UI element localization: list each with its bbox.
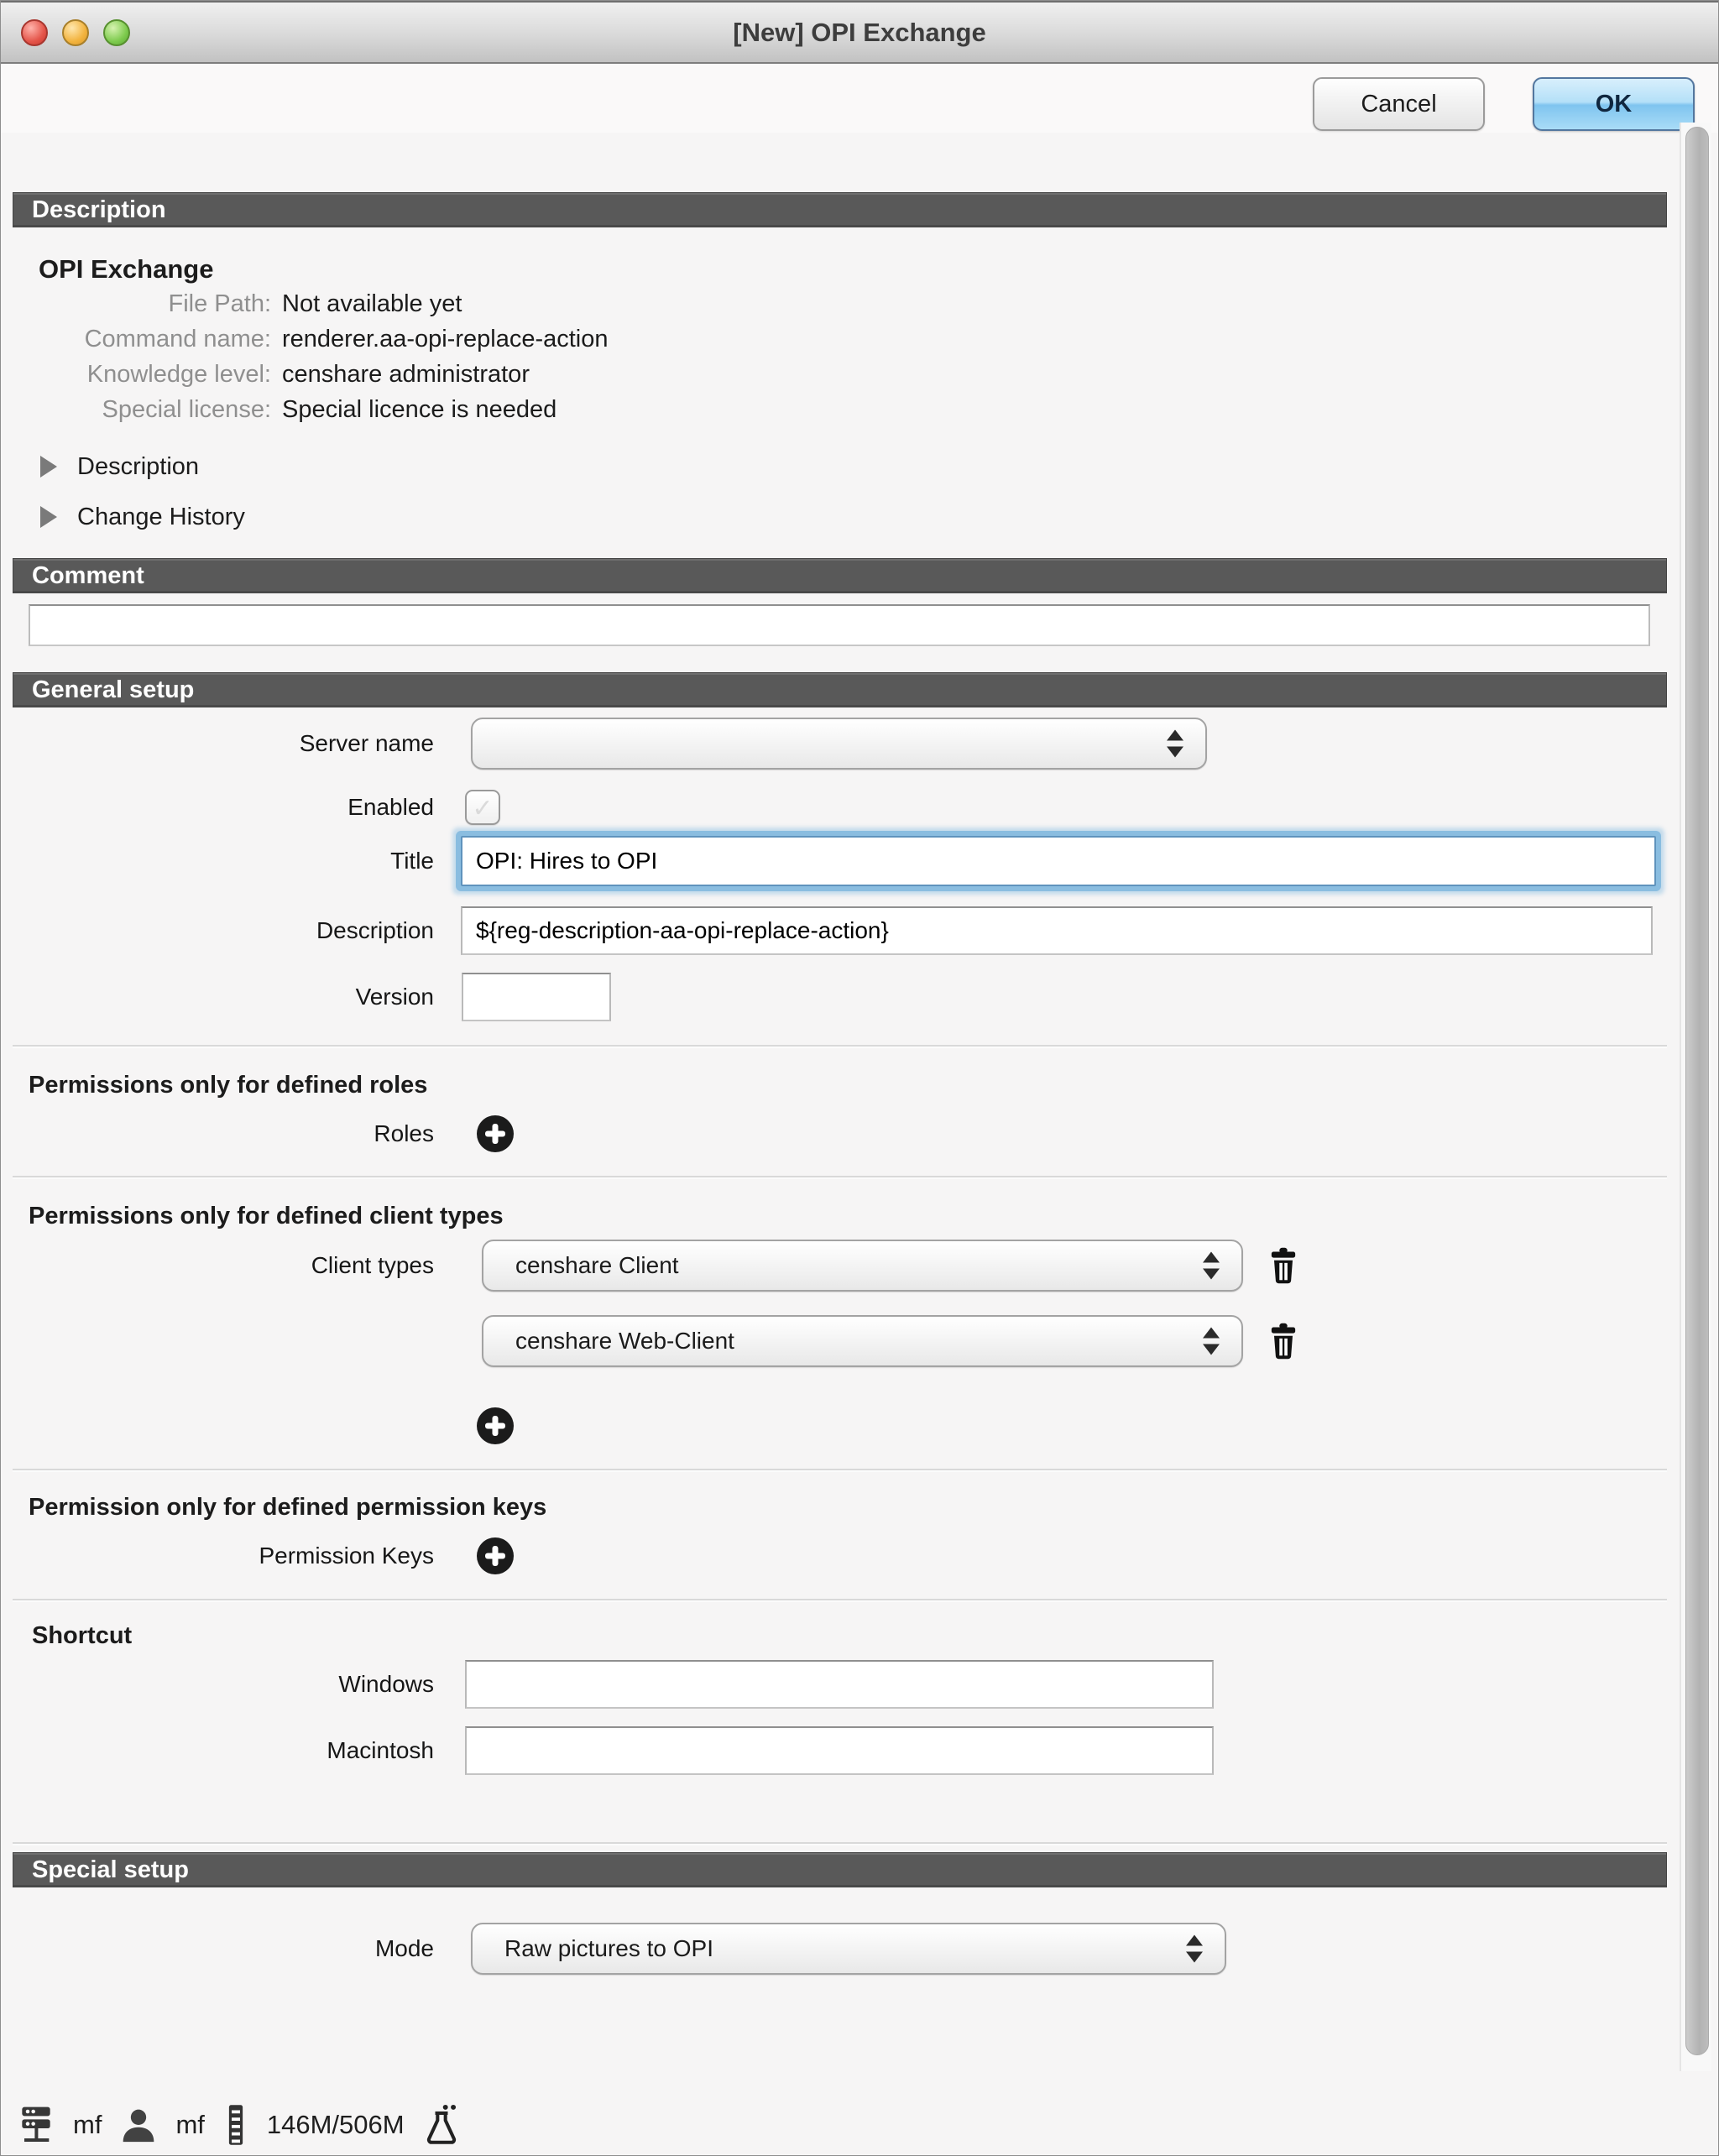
knowledge-level-label: Knowledge level: [86, 361, 271, 388]
windows-shortcut-label: Windows [338, 1671, 434, 1697]
permission-keys-section-heading: Permission only for defined permission keys [29, 1494, 547, 1521]
command-name-value: renderer.aa-opi-replace-action [282, 326, 609, 352]
mode-dropdown[interactable] [471, 1923, 1226, 1975]
mode-row [1, 1923, 1718, 1975]
section-header-general-setup-label: General setup [32, 676, 195, 703]
delete-client-type-button[interactable] [1267, 1246, 1300, 1285]
section-header-special-setup [13, 1852, 1667, 1887]
section-divider [13, 1045, 1667, 1048]
info-row-knowledge-level [24, 357, 1718, 392]
window-title: [New] OPI Exchange [733, 17, 986, 47]
enabled-checkbox[interactable] [465, 790, 500, 825]
session-user-name: mf [175, 2110, 205, 2139]
enabled-label: Enabled [347, 794, 434, 820]
stepper-arrows-icon [1186, 1935, 1203, 1963]
trash-icon [1267, 1247, 1299, 1284]
info-row-file-path [24, 286, 1718, 321]
comment-input[interactable] [29, 604, 1650, 646]
user-icon [120, 2106, 157, 2144]
minimize-button-icon[interactable] [62, 19, 89, 46]
file-path-label: File Path: [168, 290, 271, 317]
title-input[interactable] [461, 836, 1656, 886]
disclosure-description-label: Description [77, 452, 200, 480]
section-divider [13, 1176, 1667, 1179]
server-name-row [1, 718, 1718, 770]
roles-row [1, 1114, 1718, 1154]
client-type-dropdown[interactable] [482, 1240, 1243, 1292]
title-bar [1, 1, 1718, 64]
zoom-button-icon[interactable] [103, 19, 130, 46]
disclosure-description[interactable] [40, 447, 1718, 486]
description-input[interactable] [461, 906, 1653, 955]
mode-label: Mode [374, 1935, 434, 1961]
windows-shortcut-input[interactable] [465, 1660, 1214, 1709]
disclosure-triangle-icon [40, 506, 57, 528]
client-types-label: Client types [311, 1252, 434, 1278]
cancel-button[interactable]: Cancel [1313, 77, 1485, 131]
disclosure-change-history[interactable] [40, 498, 1718, 536]
mode-value: Raw pictures to OPI [504, 1935, 713, 1961]
section-divider [13, 1469, 1667, 1472]
macintosh-shortcut-input[interactable] [465, 1726, 1214, 1775]
section-header-special-setup-label: Special setup [32, 1856, 189, 1883]
version-row [1, 973, 1718, 1021]
delete-client-type-button[interactable] [1267, 1322, 1300, 1360]
dialog-button-row [1, 64, 1718, 133]
client-type-row [1, 1240, 1718, 1292]
add-client-type-row [1, 1406, 1718, 1446]
version-label: Version [355, 984, 434, 1010]
vertical-scrollbar[interactable] [1680, 123, 1711, 2071]
add-role-button[interactable] [477, 1115, 514, 1152]
info-row-command-name [24, 321, 1718, 357]
client-type-value: censhare Client [515, 1252, 679, 1278]
description-row [1, 906, 1718, 955]
title-row [1, 834, 1718, 888]
macintosh-shortcut-label: Macintosh [327, 1737, 434, 1763]
shortcut-section-heading: Shortcut [32, 1622, 133, 1649]
version-input[interactable] [462, 973, 611, 1021]
memory-icon [223, 2104, 248, 2146]
trash-icon [1267, 1323, 1299, 1360]
add-permission-key-button[interactable] [477, 1537, 514, 1574]
section-header-comment-label: Comment [32, 561, 144, 589]
disclosure-triangle-icon [40, 456, 57, 478]
permission-keys-row [1, 1536, 1718, 1576]
section-header-description [13, 192, 1667, 227]
macintosh-shortcut-row [1, 1726, 1718, 1775]
command-title: OPI Exchange [39, 254, 214, 284]
section-header-general-setup [13, 672, 1667, 707]
ok-button[interactable]: OK [1533, 77, 1695, 131]
stepper-arrows-icon [1203, 1252, 1220, 1280]
file-path-value: Not available yet [282, 290, 462, 317]
enabled-row [1, 787, 1718, 827]
add-client-type-button[interactable] [477, 1407, 514, 1444]
traffic-lights [21, 3, 130, 62]
knowledge-level-value: censhare administrator [282, 361, 530, 388]
description-label: Description [316, 917, 434, 943]
windows-shortcut-row [1, 1660, 1718, 1709]
disclosure-change-history-label: Change History [77, 503, 245, 530]
stepper-arrows-icon [1167, 730, 1183, 758]
roles-section-heading: Permissions only for defined roles [29, 1072, 428, 1099]
status-bar [1, 2095, 1718, 2155]
roles-label: Roles [374, 1120, 434, 1146]
flask-icon [423, 2104, 460, 2146]
section-divider [13, 1599, 1667, 1602]
section-header-description-label: Description [32, 196, 166, 223]
memory-usage: 146M/506M [266, 2110, 405, 2139]
special-license-label: Special license: [102, 396, 271, 423]
stepper-arrows-icon [1203, 1328, 1220, 1355]
info-row-special-license [24, 392, 1718, 427]
command-name-label: Command name: [84, 326, 271, 352]
server-name-dropdown[interactable] [471, 718, 1207, 770]
scrollbar-thumb[interactable] [1685, 127, 1709, 2055]
client-type-value: censhare Web-Client [515, 1328, 734, 1354]
server-name-label: Server name [299, 730, 434, 756]
client-types-section-heading: Permissions only for defined client types [29, 1203, 504, 1229]
close-button-icon[interactable] [21, 19, 48, 46]
section-header-comment [13, 558, 1667, 593]
section-divider [13, 1842, 1667, 1845]
server-user-name: mf [73, 2110, 102, 2139]
special-license-value: Special licence is needed [282, 396, 557, 423]
client-type-row [1, 1315, 1718, 1367]
title-label: Title [390, 848, 434, 874]
permission-keys-label: Permission Keys [259, 1543, 434, 1569]
client-type-dropdown[interactable] [482, 1315, 1243, 1367]
server-icon [21, 2104, 55, 2146]
dialog-content [1, 192, 1718, 1975]
